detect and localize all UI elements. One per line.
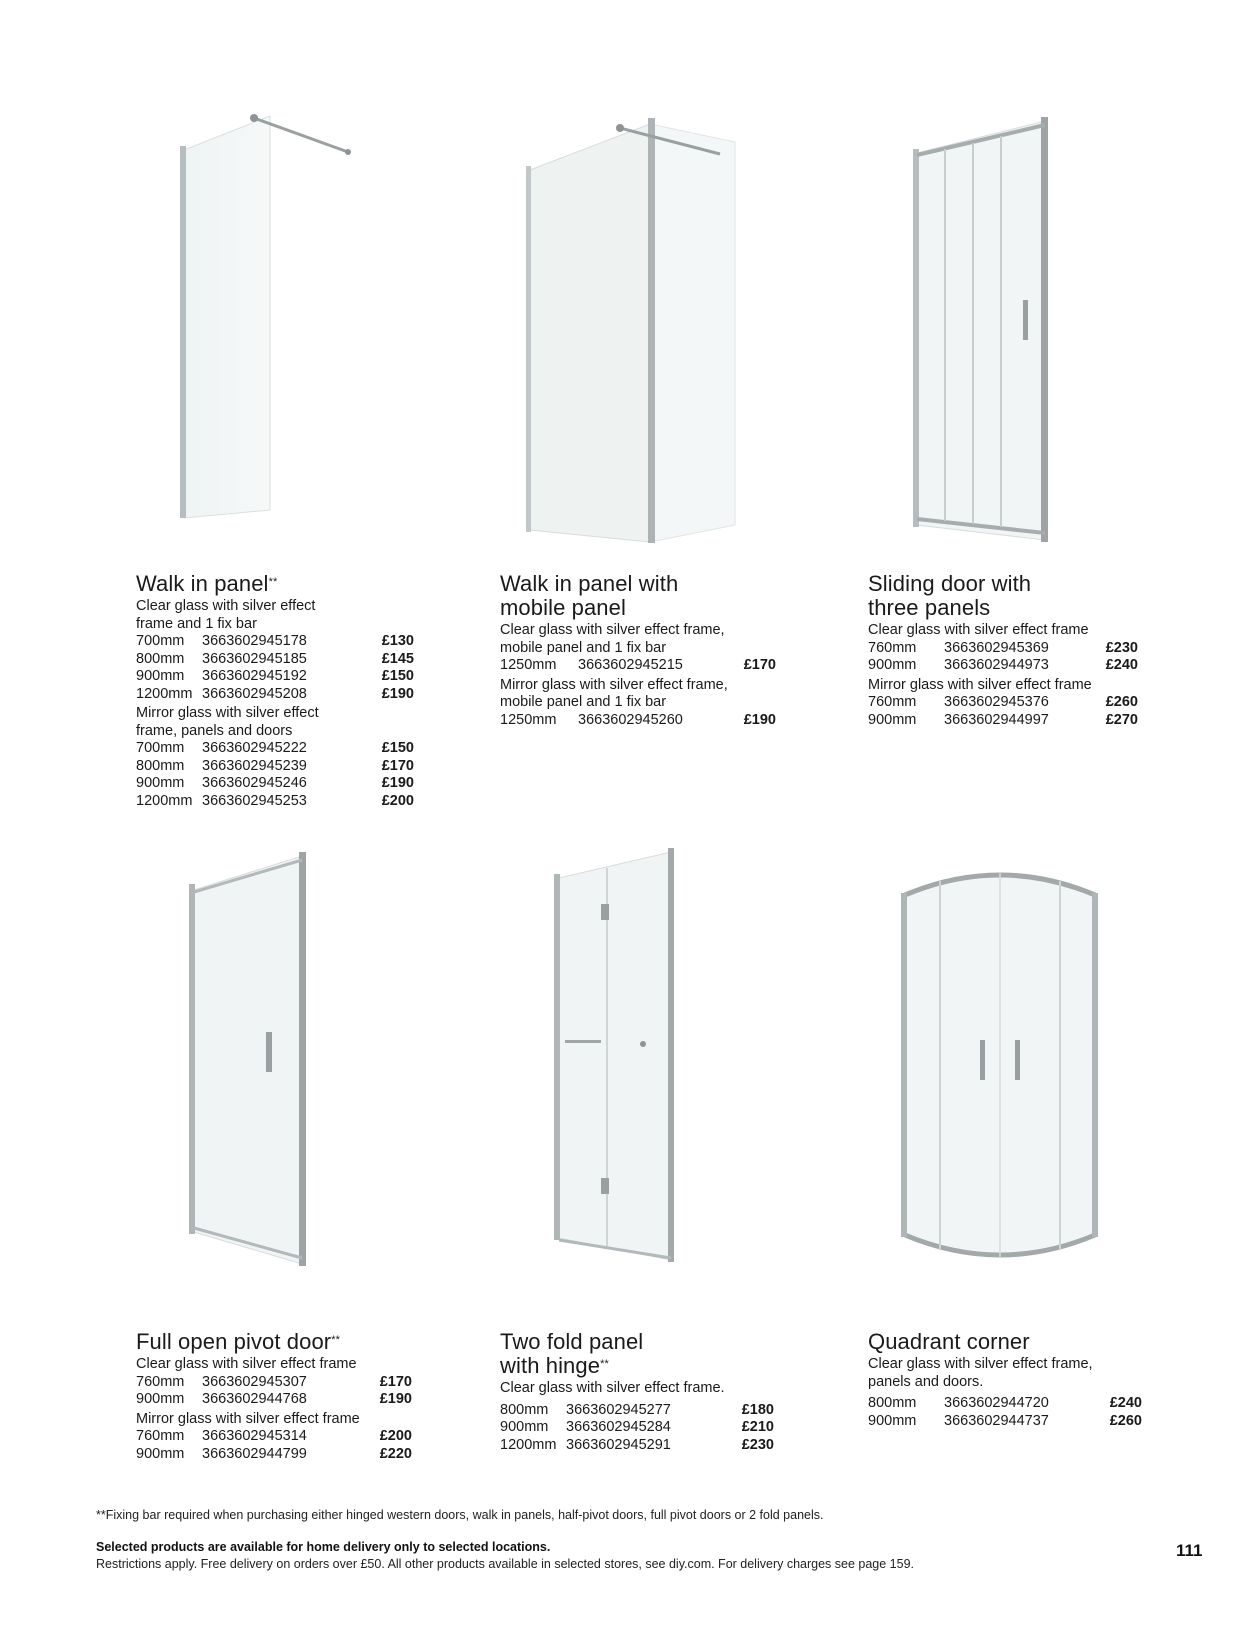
option-group bbox=[868, 622, 1138, 675]
product-title: Sliding door with three panels bbox=[868, 571, 1032, 620]
walk-in-panel-image bbox=[170, 110, 370, 520]
price-row: 900mm 3663602944997 £270 bbox=[868, 711, 1138, 728]
option-description: Mirror glass with silver effect frame bbox=[136, 1410, 360, 1427]
price-row: 900mm 3663602945246 £190 bbox=[136, 775, 414, 791]
price-row: 900mm 3663602944768 £190 bbox=[136, 1391, 412, 1407]
price-row: 760mm 3663602945314 £200 bbox=[136, 1428, 412, 1444]
option-description: Mirror glass with silver effect frame bbox=[868, 676, 1092, 693]
option-group bbox=[136, 1411, 412, 1464]
price-row: 800mm 3663602945239 £170 bbox=[136, 757, 414, 774]
two-fold-panel-image bbox=[545, 848, 685, 1268]
product-title: Walk in panel with mobile panel bbox=[500, 571, 679, 620]
walk-in-panel-with-mobile-panel-image bbox=[510, 110, 750, 550]
price-row: 700mm 3663602945222 £150 bbox=[136, 740, 414, 756]
price-row: 1200mm 3663602945291 £230 bbox=[500, 1436, 774, 1453]
price-row: 1200mm 3663602945253 £200 bbox=[136, 792, 414, 809]
option-group bbox=[868, 677, 1138, 730]
option-description: Clear glass with silver effect frame, panels and doors. bbox=[868, 1356, 1093, 1390]
price-row: 900mm 3663602945284 £210 bbox=[500, 1419, 774, 1435]
option-group bbox=[868, 1356, 1142, 1430]
option-description: Clear glass with silver effect frame, mobile panel and 1 fix bar bbox=[500, 622, 725, 656]
price-row: 800mm 3663602945185 £145 bbox=[136, 650, 414, 667]
price-row: 900mm 3663602944799 £220 bbox=[136, 1445, 412, 1462]
product-full-open-pivot-door bbox=[136, 1330, 412, 1463]
product-title: Two fold panel with hinge** bbox=[500, 1329, 644, 1378]
price-row: 900mm 3663602945192 £150 bbox=[136, 668, 414, 684]
price-row: 1250mm 3663602945215 £170 bbox=[500, 657, 776, 673]
delivery-notice-heading: Selected products are available for home delivery only to selected locations. bbox=[96, 1540, 551, 1554]
product-quadrant-corner bbox=[868, 1330, 1142, 1430]
price-row: 760mm 3663602945307 £170 bbox=[136, 1373, 412, 1390]
fixing-bar-footnote: **Fixing bar required when purchasing either hinged western doors, walk in panels, half-pivot doors, full pivot doors or 2 fold panels. bbox=[96, 1508, 824, 1522]
price-row: 760mm 3663602945376 £260 bbox=[868, 694, 1138, 710]
option-description: Clear glass with silver effect frame. bbox=[500, 1380, 725, 1396]
option-group bbox=[500, 622, 776, 675]
price-row: 1200mm 3663602945208 £190 bbox=[136, 685, 414, 702]
option-description: Mirror glass with silver effect frame, panels and doors bbox=[136, 705, 319, 739]
option-description: Mirror glass with silver effect frame, mobile panel and 1 fix bar bbox=[500, 676, 728, 710]
option-group bbox=[500, 1380, 774, 1454]
product-walk-in-panel bbox=[136, 572, 414, 810]
product-title: Quadrant corner bbox=[868, 1329, 1030, 1354]
price-row: 800mm 3663602944720 £240 bbox=[868, 1395, 1142, 1411]
delivery-notice-text: Restrictions apply. Free delivery on orders over £50. All other products available in selected stores, see diy.com. For delivery charges see page 159. bbox=[96, 1557, 915, 1571]
option-description: Clear glass with silver effect frame bbox=[868, 622, 1089, 638]
option-group bbox=[500, 677, 776, 730]
option-description: Clear glass with silver effect frame and 1 fix bar bbox=[136, 598, 316, 632]
product-title: Full open pivot door** bbox=[136, 1329, 340, 1354]
option-group bbox=[136, 705, 414, 810]
price-row: 800mm 3663602945277 £180 bbox=[500, 1401, 774, 1418]
page-number: 111 bbox=[1176, 1541, 1203, 1560]
product-sliding-door bbox=[868, 572, 1138, 729]
product-walk-in-panel-with-mobile-panel bbox=[500, 572, 776, 729]
sliding-door-image bbox=[905, 115, 1055, 545]
price-row: 1250mm 3663602945260 £190 bbox=[500, 711, 776, 728]
price-row: 760mm 3663602945369 £230 bbox=[868, 639, 1138, 656]
price-row: 900mm 3663602944737 £260 bbox=[868, 1412, 1142, 1429]
product-title: Walk in panel** bbox=[136, 571, 278, 596]
option-group bbox=[136, 1356, 412, 1409]
price-row: 900mm 3663602944973 £240 bbox=[868, 657, 1138, 673]
quadrant-corner-image bbox=[895, 855, 1105, 1275]
product-two-fold-panel bbox=[500, 1330, 774, 1454]
full-open-pivot-door-image bbox=[180, 850, 320, 1270]
option-description: Clear glass with silver effect frame bbox=[136, 1356, 357, 1372]
option-group bbox=[136, 598, 414, 703]
price-row: 700mm 3663602945178 £130 bbox=[136, 633, 414, 649]
